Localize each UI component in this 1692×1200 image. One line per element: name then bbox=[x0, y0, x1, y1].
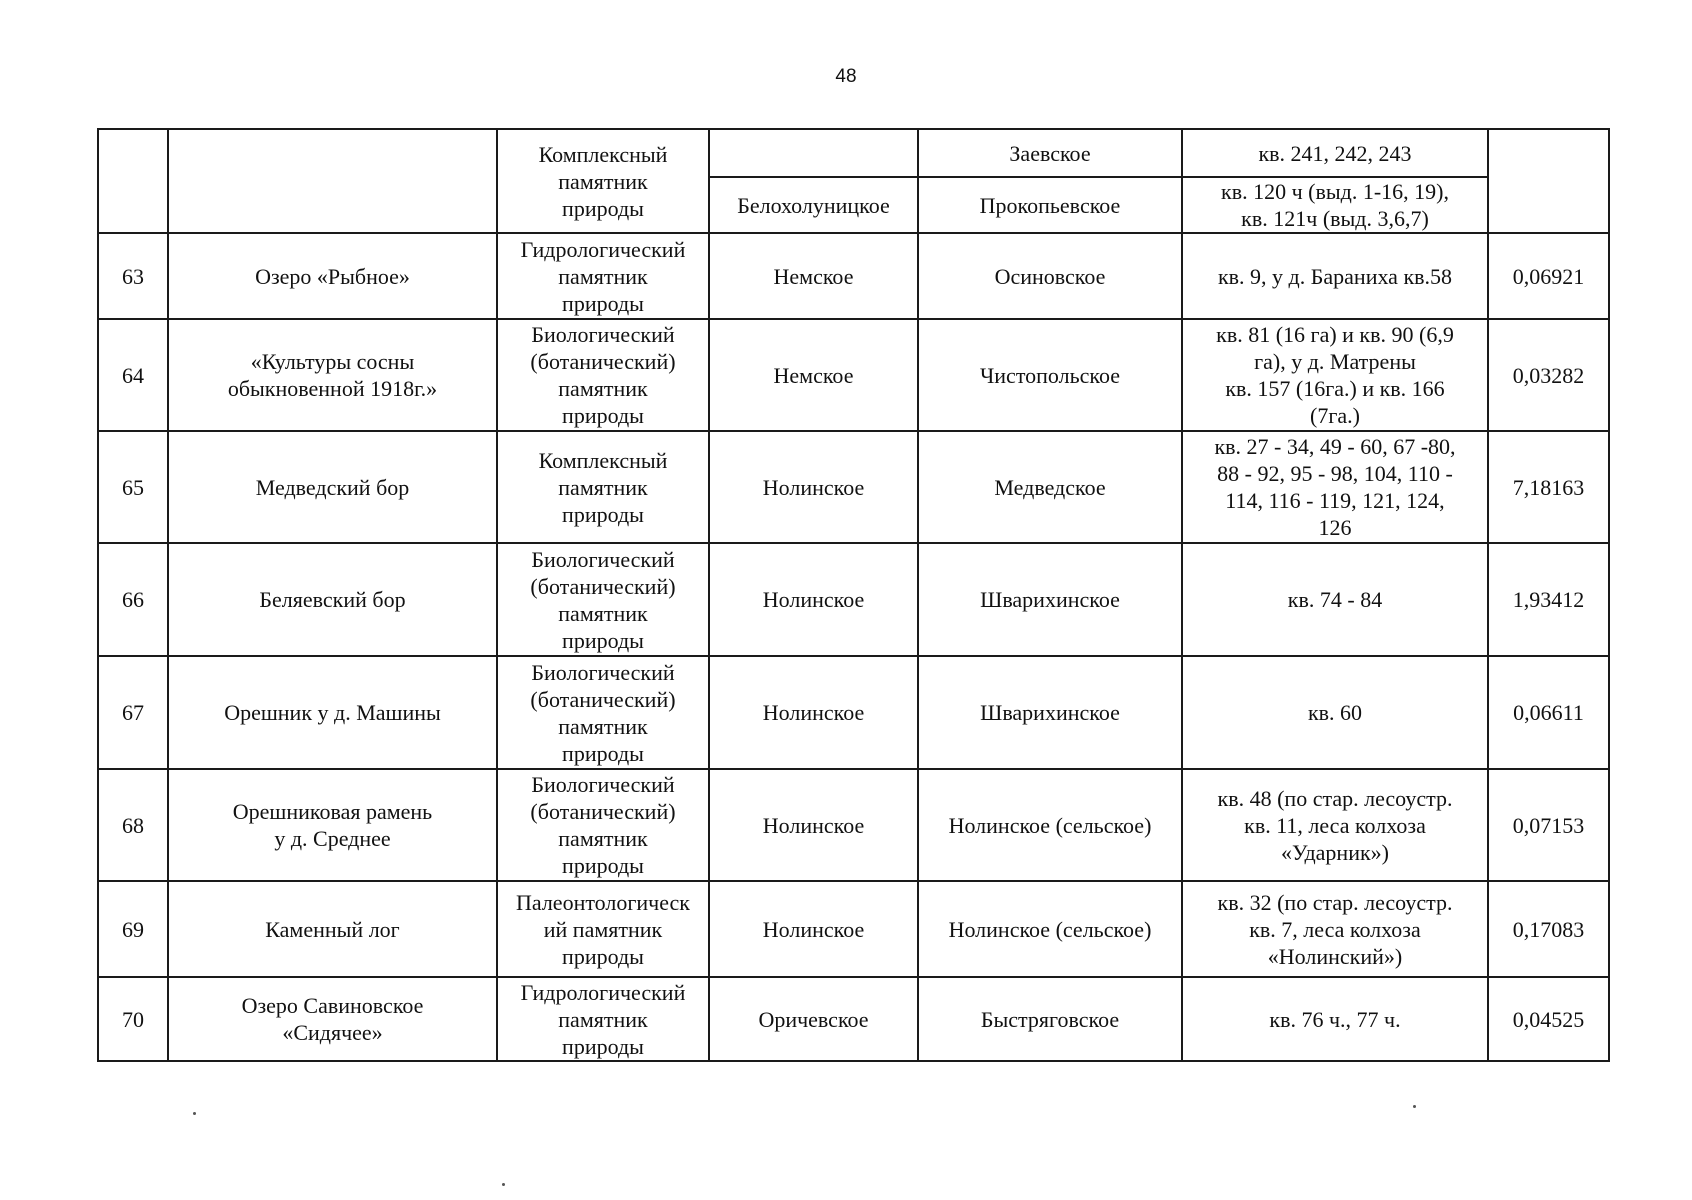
cell-forestry: Нолинское (сельское) bbox=[918, 881, 1182, 977]
cell-type: Комплексный памятник природы bbox=[497, 431, 709, 543]
cell-district: Нолинское bbox=[709, 543, 918, 656]
cell-name: Озеро «Рыбное» bbox=[168, 233, 497, 319]
cell-district: Нолинское bbox=[709, 431, 918, 543]
cell-type: Биологический (ботанический) памятник природы bbox=[497, 656, 709, 769]
cell-name: Беляевский бор bbox=[168, 543, 497, 656]
cell-type: Биологический (ботанический) памятник природы bbox=[497, 543, 709, 656]
table-row bbox=[98, 319, 1609, 431]
table-row bbox=[98, 431, 1609, 543]
cell-district: Белохолуницкое bbox=[709, 177, 918, 233]
cell-quarters: кв. 241, 242, 243 bbox=[1182, 129, 1488, 177]
cell-quarters: кв. 27 - 34, 49 - 60, 67 -80, 88 - 92, 95 - 98, 104, 110 - 114, 116 - 119, 121, 124, 126 bbox=[1182, 431, 1488, 543]
cell-num: 63 bbox=[98, 233, 168, 319]
cell-area: 7,18163 bbox=[1488, 431, 1609, 543]
cell-forestry: Чистопольское bbox=[918, 319, 1182, 431]
cell-name: Орешник у д. Машины bbox=[168, 656, 497, 769]
table-row bbox=[98, 543, 1609, 656]
table-row bbox=[98, 881, 1609, 977]
cell-quarters: кв. 76 ч., 77 ч. bbox=[1182, 977, 1488, 1061]
cell-forestry: Осиновское bbox=[918, 233, 1182, 319]
cell-type: Комплексный памятник природы bbox=[497, 129, 709, 233]
table-row bbox=[98, 977, 1609, 1061]
cell-name: Каменный лог bbox=[168, 881, 497, 977]
cell-forestry: Нолинское (сельское) bbox=[918, 769, 1182, 881]
cell-area: 0,07153 bbox=[1488, 769, 1609, 881]
cell-forestry: Быстряговское bbox=[918, 977, 1182, 1061]
continuation-row-1 bbox=[98, 129, 1609, 177]
table-row bbox=[98, 233, 1609, 319]
cell-quarters: кв. 32 (по стар. лесоустр. кв. 7, леса колхоза «Нолинский») bbox=[1182, 881, 1488, 977]
page-number: 48 bbox=[835, 66, 857, 87]
cell-type: Гидрологический памятник природы bbox=[497, 977, 709, 1061]
cell-area: 0,04525 bbox=[1488, 977, 1609, 1061]
cell-num: 70 bbox=[98, 977, 168, 1061]
cell-type: Биологический (ботанический) памятник природы bbox=[497, 769, 709, 881]
cell-district: Нолинское bbox=[709, 881, 918, 977]
cell-forestry: Шварихинское bbox=[918, 543, 1182, 656]
cell-name: Орешниковая рамень у д. Среднее bbox=[168, 769, 497, 881]
cell-area: 1,93412 bbox=[1488, 543, 1609, 656]
cell-quarters: кв. 60 bbox=[1182, 656, 1488, 769]
cell-name: Медведский бор bbox=[168, 431, 497, 543]
cell-district bbox=[709, 129, 918, 177]
cell-quarters: кв. 81 (16 га) и кв. 90 (6,9 га), у д. Матрены кв. 157 (16га.) и кв. 166 (7га.) bbox=[1182, 319, 1488, 431]
cell-district: Нолинское bbox=[709, 769, 918, 881]
cell-forestry: Медведское bbox=[918, 431, 1182, 543]
cell-quarters: кв. 120 ч (выд. 1-16, 19), кв. 121ч (выд. 3,6,7) bbox=[1182, 177, 1488, 233]
cell-area: 0,03282 bbox=[1488, 319, 1609, 431]
scan-speck bbox=[1413, 1105, 1416, 1108]
cell-num: 69 bbox=[98, 881, 168, 977]
cell-district: Нолинское bbox=[709, 656, 918, 769]
cell-forestry: Заевское bbox=[918, 129, 1182, 177]
cell-num: 68 bbox=[98, 769, 168, 881]
nature-monuments-table bbox=[97, 128, 1610, 1062]
cell-type: Палеонтологическ ий памятник природы bbox=[497, 881, 709, 977]
table-row bbox=[98, 656, 1609, 769]
cell-district: Немское bbox=[709, 233, 918, 319]
cell-num: 65 bbox=[98, 431, 168, 543]
cell-type: Гидрологический памятник природы bbox=[497, 233, 709, 319]
cell-num: 67 bbox=[98, 656, 168, 769]
scan-speck bbox=[502, 1183, 505, 1186]
cell-forestry: Прокопьевское bbox=[918, 177, 1182, 233]
cell-quarters: кв. 48 (по стар. лесоустр. кв. 11, леса колхоза «Ударник») bbox=[1182, 769, 1488, 881]
cell-quarters: кв. 74 - 84 bbox=[1182, 543, 1488, 656]
cell-district: Немское bbox=[709, 319, 918, 431]
cell-type: Биологический (ботанический) памятник природы bbox=[497, 319, 709, 431]
scan-speck bbox=[193, 1112, 196, 1115]
cell-district: Оричевское bbox=[709, 977, 918, 1061]
cell-num: 66 bbox=[98, 543, 168, 656]
cell-name: «Культуры сосны обыкновенной 1918г.» bbox=[168, 319, 497, 431]
cell-area: 0,06611 bbox=[1488, 656, 1609, 769]
cell-name: Озеро Савиновское «Сидячее» bbox=[168, 977, 497, 1061]
cell-name bbox=[168, 129, 497, 233]
cell-area: 0,17083 bbox=[1488, 881, 1609, 977]
cell-num: 64 bbox=[98, 319, 168, 431]
table-row bbox=[98, 769, 1609, 881]
cell-area: 0,06921 bbox=[1488, 233, 1609, 319]
cell-quarters: кв. 9, у д. Бараниха кв.58 bbox=[1182, 233, 1488, 319]
cell-forestry: Шварихинское bbox=[918, 656, 1182, 769]
cell-num bbox=[98, 129, 168, 233]
cell-area bbox=[1488, 129, 1609, 233]
